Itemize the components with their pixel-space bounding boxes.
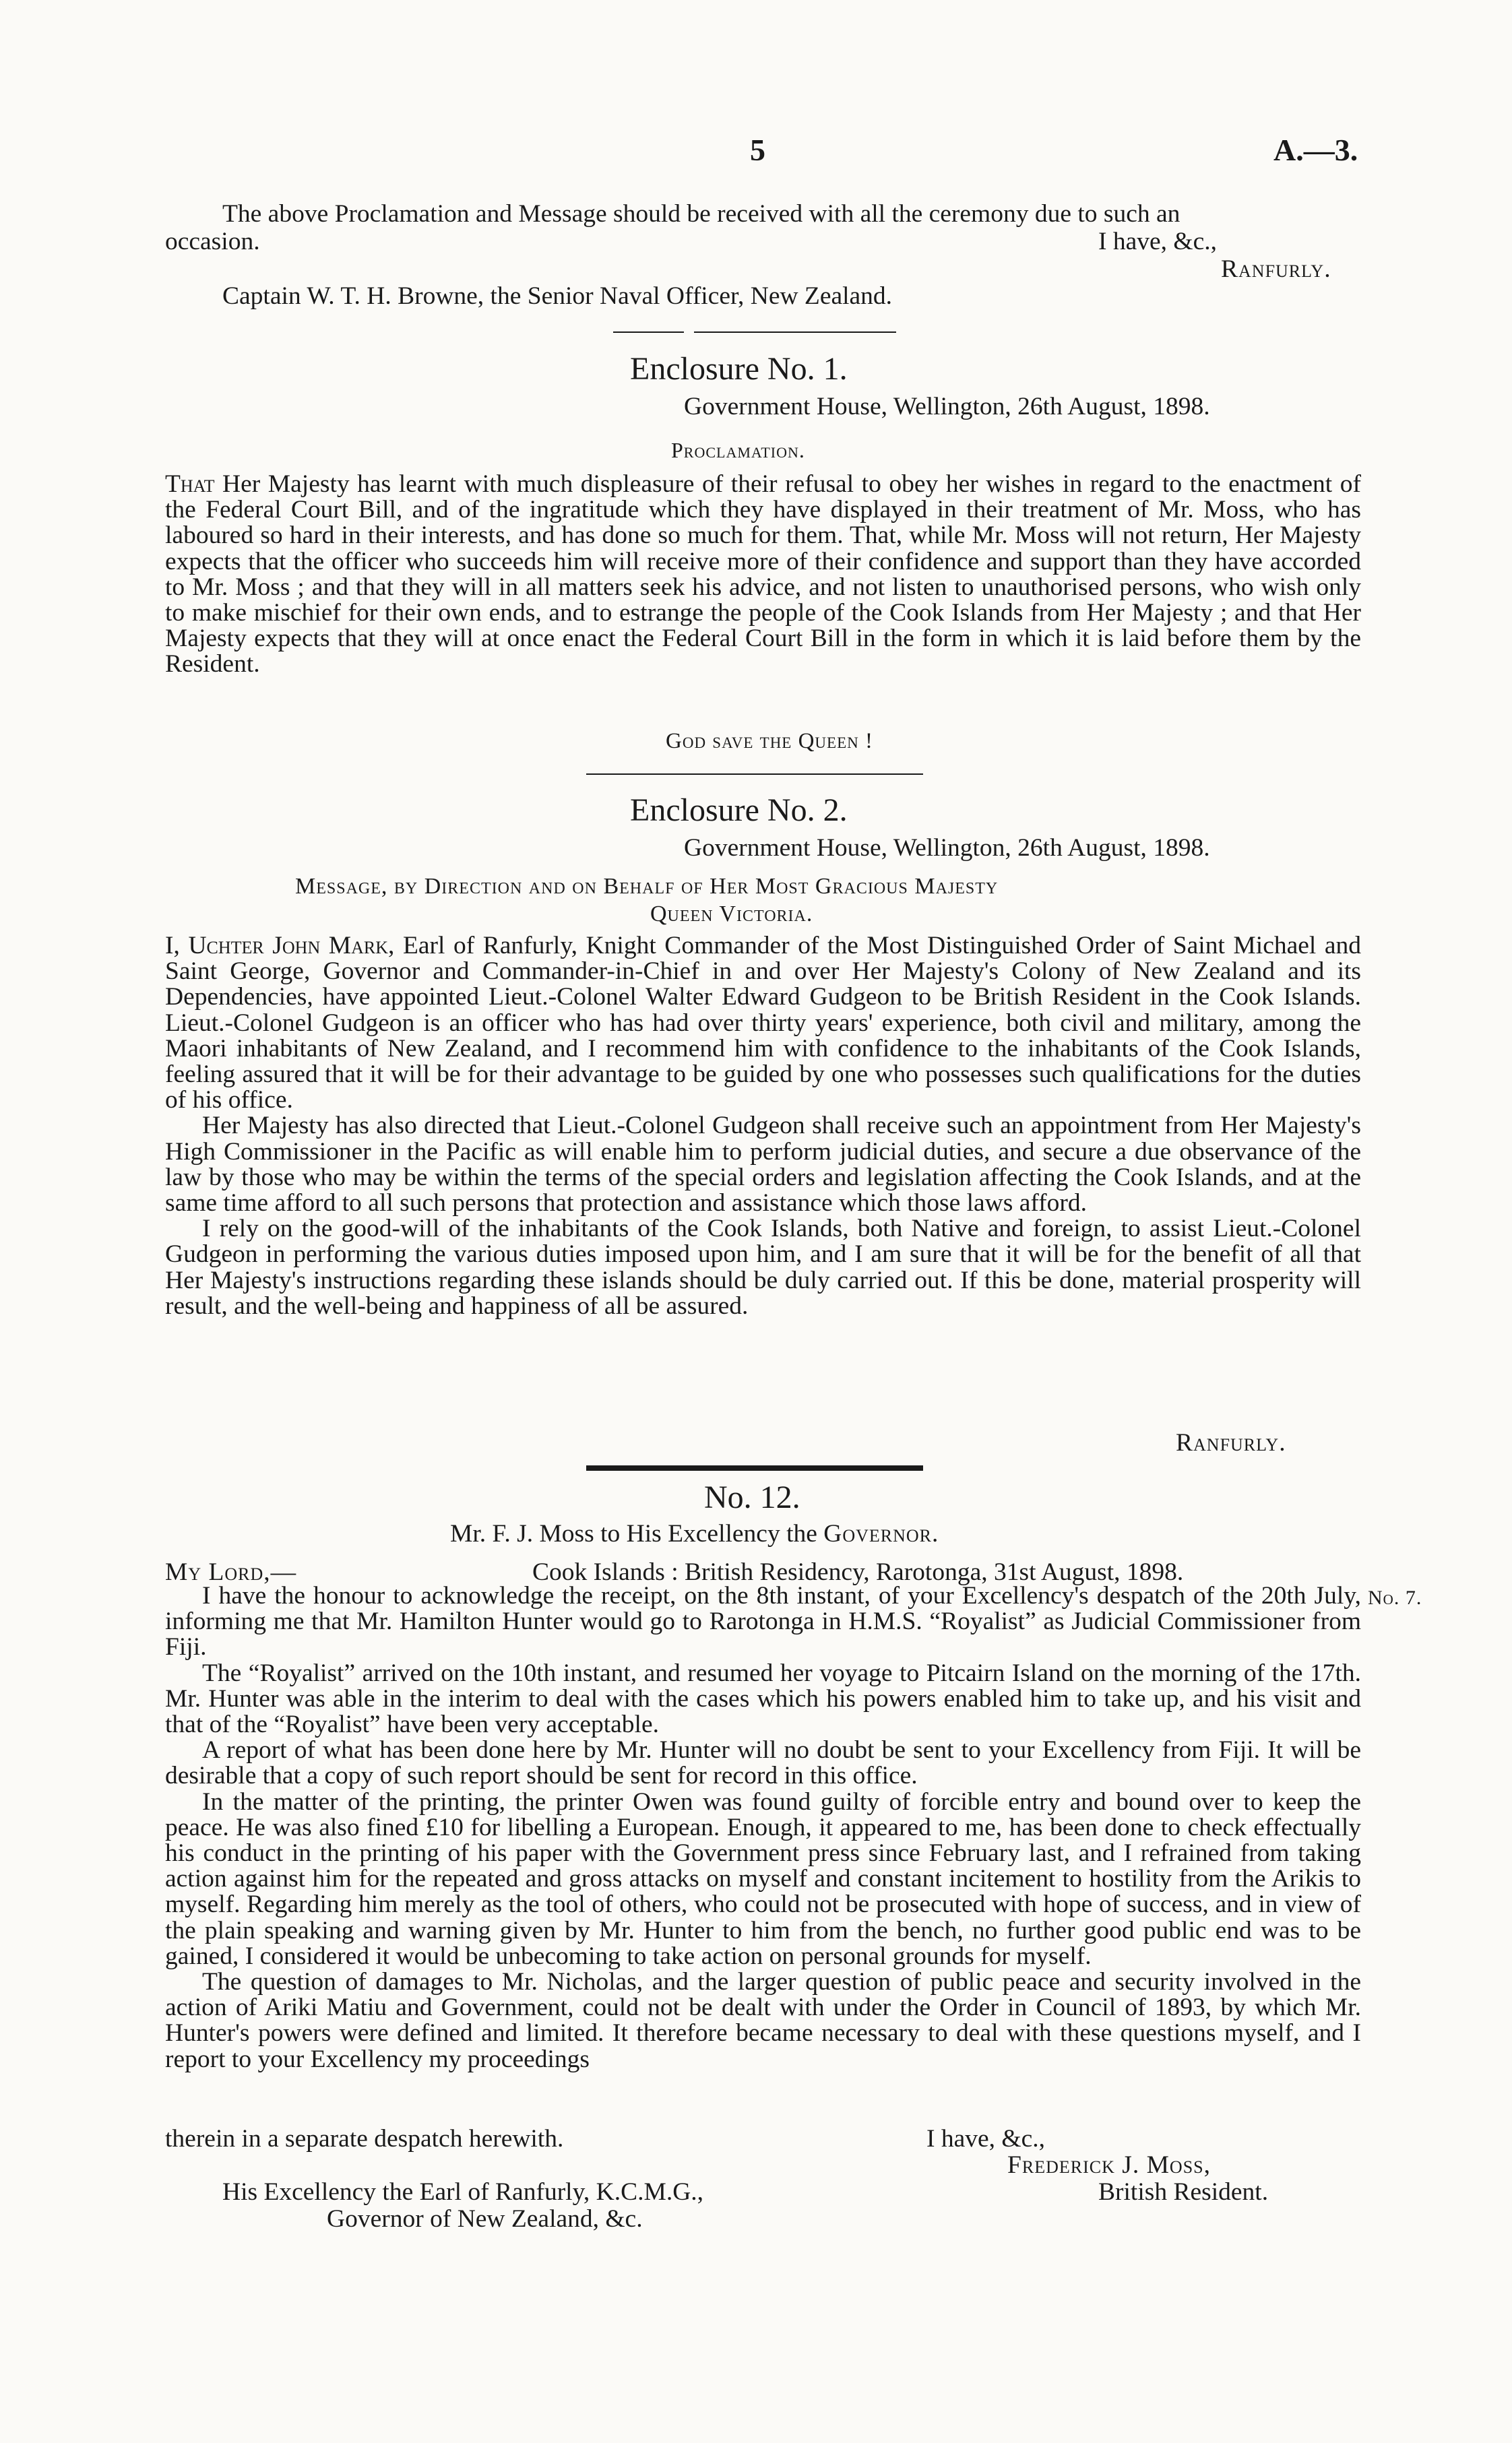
no12-subheading-text: Mr. F. J. Moss to His Excellency the xyxy=(450,1520,824,1548)
intro-closing: I have, &c., xyxy=(1098,228,1217,255)
no12-p5-last-line: therein in a separate despatch herewith. xyxy=(165,2125,564,2153)
no12-letter-body xyxy=(165,1583,1361,2072)
message-title-line-1: Message, by Direction and on Behalf of Her Most Gracious Majesty xyxy=(295,874,999,899)
separator-rule-enclosure xyxy=(586,773,923,775)
no12-addressee-1: His Excellency the Earl of Ranfurly, K.C.M.G., xyxy=(222,2178,704,2206)
enclosure-1-dateline: Government House, Wellington, 26th August, 1898. xyxy=(684,393,1210,420)
enclosure-1-heading: Enclosure No. 1. xyxy=(630,351,848,387)
no12-addressee-2: Governor of New Zealand, &c. xyxy=(327,2205,643,2233)
message-title-line-2: Queen Victoria. xyxy=(650,901,813,926)
no12-signature-title: British Resident. xyxy=(1098,2178,1269,2206)
no12-salutation: My Lord,— xyxy=(165,1558,297,1586)
message-p1-name: Uchter John Mark xyxy=(188,932,389,959)
message-p1-start: I, xyxy=(165,932,189,959)
page-number: 5 xyxy=(750,133,765,167)
message-p2: Her Majesty has also directed that Lieut.-Colonel Gudgeon shall receive such an appointment from Her Majesty's High Commissioner in the Pacific as will enable him to perform judicial duties, and secure a due observance of the law by those who may be within the terms of the special orders and legislation affecting the Cook Islands, and at the same time afford to all such persons that protection and assistance which those laws afford. xyxy=(165,1112,1361,1217)
margin-reference: No. 7. xyxy=(1368,1587,1422,1609)
intro-line-1: The above Proclamation and Message should be received with all the ceremony due to such an xyxy=(222,200,1180,228)
proclamation-body: Her Majesty has learnt with much displeasure of their refusal to obey her wishes in regard to the enactment of the Federal Court Bill, and of the ingratitude which they have displayed in their treatment of Mr. Moss, who has laboured so hard in their interests, and has done so much for them. That, while Mr. Moss will not return, Her Majesty expects that the officer who succeeds him will receive more of their confidence and support than they have accorded to Mr. Moss ; and that they will in all matters seek his advice, and not listen to unauthorised persons, who wish only to make mischief for their own ends, and to estrange the people of the Cook Islands from Her Majesty ; and that Her Majesty expects that they will at once enact the Federal Court Bill in the form in which it is laid before them by the Resident. xyxy=(165,470,1361,678)
intro-signature: Ranfurly. xyxy=(1221,255,1331,283)
proclamation-lead: That xyxy=(165,470,215,498)
document-reference: A.—3. xyxy=(1273,133,1358,167)
no12-p4: In the matter of the printing, the printer Owen was found guilty of forcible entry and bound over to keep the peace. He was also fined £10 for libelling a European. Enough, it appeared to me, has been done to check effectually his conduct in the printing of his paper with the Government press since February last, and I refrained from taking action against him for the repeated and gross attacks on myself and constant incitement to hostility from the Arikis to myself. Regarding him merely as the tool of others, who could not be prosecuted with hope of success, and in view of the plain speaking and warning given by Mr. Hunter to him from the bench, no further good public end was to be gained, I considered it would be unbecoming to take action on personal grounds for myself. xyxy=(165,1787,1361,1970)
proclamation-title: Proclamation. xyxy=(671,438,805,462)
message-signature: Ranfurly. xyxy=(1176,1429,1286,1457)
separator-rule-short-left xyxy=(613,331,684,333)
separator-rule-thick xyxy=(586,1465,923,1471)
no12-signature-name: Frederick J. Moss, xyxy=(1007,2151,1211,2179)
no12-subheading-governor: Governor. xyxy=(823,1520,939,1548)
no12-closing: I have, &c., xyxy=(926,2125,1045,2153)
intro-line-2: occasion. xyxy=(165,228,260,255)
no12-p3: A report of what has been done here by Mr. Hunter will no doubt be sent to your Excellency from Fiji. It will be desirable that a copy of such report should be sent for record in this office. xyxy=(165,1736,1361,1790)
message-p1-rest: , Earl of Ranfurly, Knight Commander of the Most Distinguished Order of Saint Michael and Saint George, Governor and Commander-in-Chief in and over Her Majesty's Colony of New Zealand and its Dependencies, have appointed Lieut.-Colonel Walter Edward Gudgeon to be British Resident in the Cook Islands. Lieut.-Colonel Gudgeon is an officer who has had over thirty years' experience, both civil and military, among the Maori inhabitants of New Zealand, and I recommend him with confidence to the inhabitants of the Cook Islands, feeling assured that it will be for their advantage to be guided by one who possesses such qualifications for the duties of his office. xyxy=(165,932,1362,1114)
no12-p5: The question of damages to Mr. Nicholas, and the larger question of public peace and security involved in the action of Ariki Matiu and Government, could not be dealt with under the Order in Council of 1893, by which Mr. Hunter's powers were defined and limited. It therefore became necessary to deal with these questions myself, and I report to your Excellency my proceedings xyxy=(165,1968,1361,2073)
no12-heading: No. 12. xyxy=(704,1480,800,1515)
proclamation-text xyxy=(165,472,1361,678)
separator-rule-short-right xyxy=(694,331,896,333)
message-text xyxy=(165,933,1361,1319)
enclosure-2-dateline: Government House, Wellington, 26th August, 1898. xyxy=(684,834,1210,862)
enclosure-2-heading: Enclosure No. 2. xyxy=(630,792,848,828)
proclamation-closing: God save the Queen ! xyxy=(666,729,873,753)
no12-subheading xyxy=(450,1519,939,1548)
intro-addressee: Captain W. T. H. Browne, the Senior Naval Officer, New Zealand. xyxy=(222,282,893,310)
no12-dateline: Cook Islands : British Residency, Rarotonga, 31st August, 1898. xyxy=(532,1558,1184,1586)
no12-p2: The “Royalist” arrived on the 10th instant, and resumed her voyage to Pitcairn Island on the morning of the 17th. Mr. Hunter was able in the interim to deal with the cases which his powers enabled him to take up, and his visit and that of the “Royalist” have been very acceptable. xyxy=(165,1659,1361,1739)
message-p3: I rely on the good-will of the inhabitants of the Cook Islands, both Native and foreign, to assist Lieut.-Colonel Gudgeon in performing the various duties imposed upon him, and I am sure that it will be for the benefit of all that Her Majesty's instructions regarding these islands should be duly carried out. If this be done, material prosperity will result, and the well-being and happiness of all be assured. xyxy=(165,1215,1361,1320)
no12-p1: I have the honour to acknowledge the receipt, on the 8th instant, of your Excellency's despatch of the 20th July, informing me that Mr. Hamilton Hunter would go to Rarotonga in H.M.S. “Royalist” as Judicial Commissioner from Fiji. xyxy=(165,1582,1361,1661)
